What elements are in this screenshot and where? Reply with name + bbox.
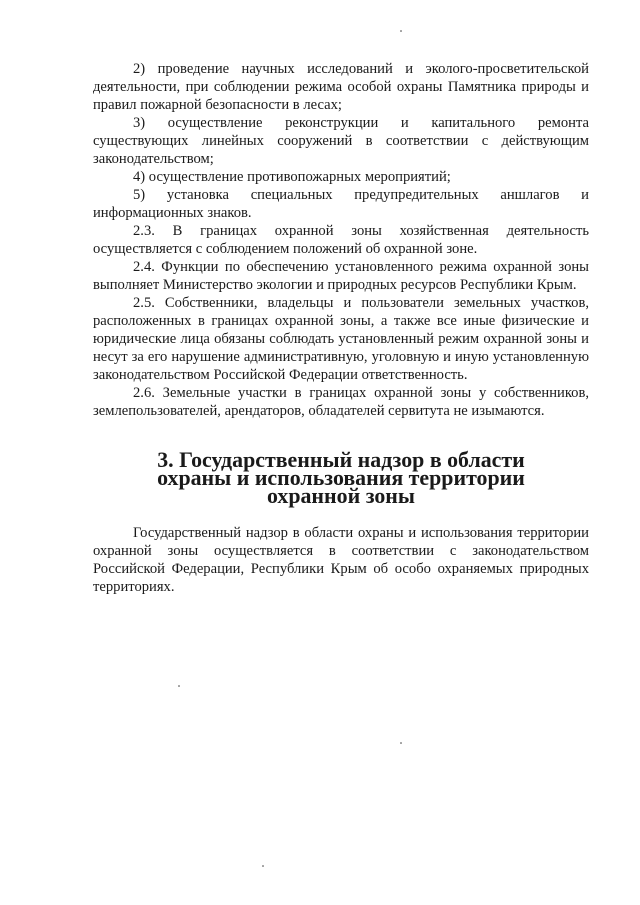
clause-2-4: 2.4. Функции по обеспечению установленного режима охранной зоны выполняет Министерство экологии и природных ресурсов Республики Крым. — [93, 259, 589, 293]
list-item-4: 4) осуществление противопожарных мероприятий; — [133, 169, 451, 185]
scan-speck — [262, 865, 264, 867]
document-page — [93, 60, 589, 596]
scan-speck — [400, 30, 402, 32]
list-item-2: 2) проведение научных исследований и эколого-просветительской деятельности, при соблюдении режима особой охраны Памятника природы и правил пожарной безопасности в лесах; — [93, 61, 589, 113]
clause-2-6: 2.6. Земельные участки в границах охранной зоны у собственников, землепользователей, арендаторов, обладателей сервитута не изымаются. — [93, 385, 589, 419]
section-3-heading: 3. Государственный надзор в области охраны и использования территории охранной зоны — [157, 447, 525, 508]
scan-speck — [178, 685, 180, 687]
clause-2-5: 2.5. Собственники, владельцы и пользователи земельных участков, расположенных в границах охранной зоны, а также все иные физические и юридические лица обязаны соблюдать установленный режим охранной зоны и несут за его нарушение административную, уголовную и иную установленную законодательством Российской Федерации ответственность. — [93, 295, 589, 383]
list-item-5: 5) установка специальных предупредительных аншлагов и информационных знаков. — [93, 187, 589, 221]
clause-2-3: 2.3. В границах охранной зоны хозяйственная деятельность осуществляется с соблюдением положений об охранной зоне. — [93, 223, 589, 257]
section-3-text: Государственный надзор в области охраны и использования территории охранной зоны осуществляется в соответствии с законодательством Российской Федерации, Республики Крым об особо охраняемых природных территориях. — [93, 525, 589, 595]
scan-speck — [400, 742, 402, 744]
list-item-3: 3) осуществление реконструкции и капитального ремонта существующих линейных сооружений в соответствии с действующим законодательством; — [93, 115, 589, 167]
